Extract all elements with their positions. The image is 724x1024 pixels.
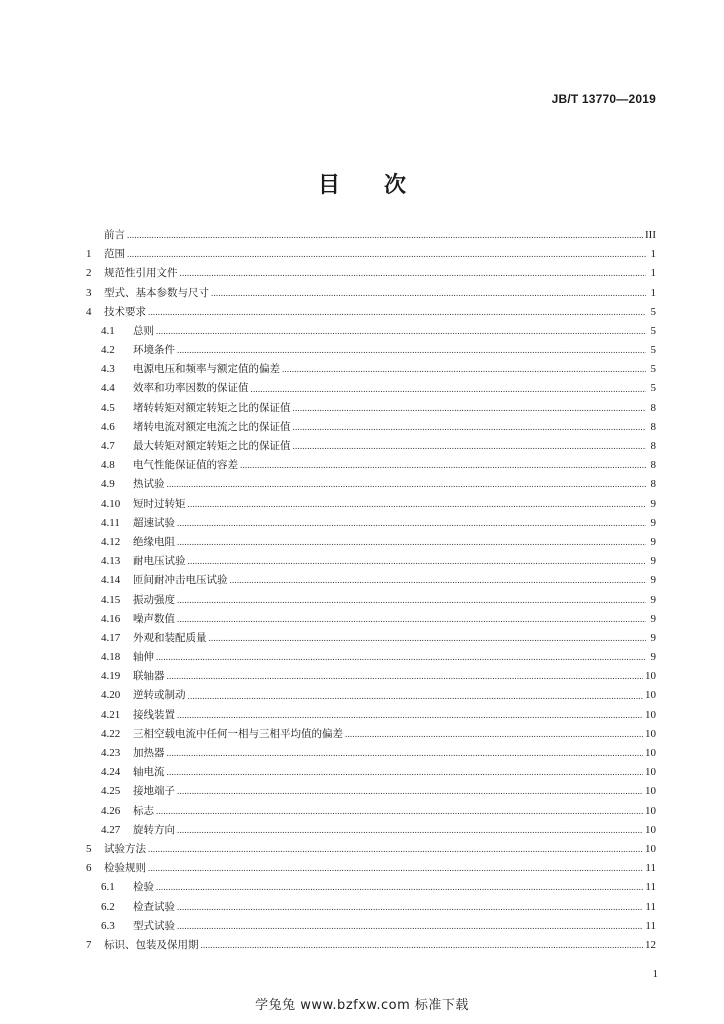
toc-entry-number: 3	[86, 286, 92, 299]
dot-leader	[156, 648, 646, 667]
toc-entry[interactable]	[86, 341, 656, 360]
dot-leader	[201, 936, 644, 955]
toc-title-char-2: 次	[384, 173, 407, 198]
toc-entry-number: 4.24	[101, 766, 121, 779]
toc-entry-number: 7	[86, 938, 92, 951]
toc-entry-page: 10	[645, 766, 656, 779]
dot-leader	[156, 802, 643, 821]
toc-entry-number: 4.13	[101, 555, 121, 568]
dot-leader	[177, 898, 643, 917]
toc-entry-page: 9	[650, 516, 656, 529]
toc-entry-label: 检验规则	[104, 862, 146, 875]
toc-entry-number: 4.11	[101, 516, 120, 529]
toc-entry[interactable]	[86, 591, 656, 610]
dot-leader	[180, 264, 647, 283]
toc-entry-label: 型式、基本参数与尺寸	[104, 286, 209, 299]
toc-entry-label: 逆转或制动	[133, 689, 186, 702]
toc-entry-number: 1	[86, 248, 92, 261]
toc-entry-label: 检验	[133, 881, 154, 894]
dot-leader	[177, 341, 646, 360]
toc-entry[interactable]	[86, 763, 656, 782]
toc-entry-page: 5	[650, 324, 656, 337]
toc-entry-label: 最大转矩对额定转矩之比的保证值	[133, 440, 291, 453]
toc-entry-label: 检查试验	[133, 900, 175, 913]
toc-entry-page: 1	[650, 267, 656, 280]
toc-entry[interactable]	[86, 629, 656, 648]
dot-leader	[167, 744, 644, 763]
toc-entry-label: 热试验	[133, 478, 165, 491]
toc-entry[interactable]	[86, 898, 656, 917]
toc-entry-label: 堵转转矩对额定转矩之比的保证值	[133, 401, 291, 414]
toc-entry[interactable]	[86, 859, 656, 878]
toc-entry[interactable]	[86, 571, 656, 590]
toc-entry[interactable]	[86, 514, 656, 533]
dot-leader	[211, 284, 646, 303]
toc-entry-label: 匝间耐冲击电压试验	[133, 574, 228, 587]
toc-entry-page: 5	[650, 363, 656, 376]
toc-entry-label: 堵转电流对额定电流之比的保证值	[133, 420, 291, 433]
toc-entry[interactable]	[86, 744, 656, 763]
toc-entry-page: 1	[650, 248, 656, 261]
dot-leader	[209, 629, 647, 648]
toc-entry-label: 耐电压试验	[133, 555, 186, 568]
toc-entry[interactable]	[86, 495, 656, 514]
toc-entry-number: 6	[86, 862, 92, 875]
toc-entry-label: 轴伸	[133, 651, 154, 664]
dot-leader	[177, 706, 643, 725]
toc-entry-number: 4.7	[101, 440, 115, 453]
toc-entry-page: 10	[645, 670, 656, 683]
dot-leader	[127, 226, 643, 245]
dot-leader	[177, 821, 643, 840]
dot-leader	[188, 687, 644, 706]
toc-entry-number: 5	[86, 842, 92, 855]
document-code: JB/T 13770—2019	[551, 92, 656, 106]
toc-entry-page: 8	[650, 440, 656, 453]
dot-leader	[240, 456, 646, 475]
toc-title-char-1: 目	[317, 173, 340, 198]
toc-title	[0, 168, 724, 199]
toc-entry-label: 联轴器	[133, 670, 165, 683]
toc-entry-page: 10	[645, 747, 656, 760]
toc-entry-label: 规范性引用文件	[104, 267, 178, 280]
toc-entry[interactable]	[86, 667, 656, 686]
dot-leader	[188, 495, 647, 514]
toc-entry-number: 4.2	[101, 344, 115, 357]
toc-entry[interactable]	[86, 936, 656, 955]
toc-entry-page: 9	[650, 593, 656, 606]
dot-leader	[251, 380, 647, 399]
toc-entry-label: 范围	[104, 248, 125, 261]
toc-entry[interactable]	[86, 245, 656, 264]
toc-entry-page: 9	[650, 535, 656, 548]
toc-entry[interactable]	[86, 840, 656, 859]
dot-leader	[293, 399, 647, 418]
toc-entry-page: 8	[650, 401, 656, 414]
dot-leader	[156, 878, 643, 897]
dot-leader	[345, 725, 643, 744]
toc-entry-label: 技术要求	[104, 305, 146, 318]
toc-entry-page: 10	[645, 804, 656, 817]
toc-entry-number: 4.21	[101, 708, 121, 721]
dot-leader	[177, 514, 646, 533]
toc-entry-number: 6.1	[101, 881, 115, 894]
toc-entry-number: 4.12	[101, 535, 121, 548]
toc-entry-number: 4.26	[101, 804, 121, 817]
toc-entry-label: 电源电压和频率与额定值的偏差	[133, 363, 280, 376]
toc-entry-page: 10	[645, 727, 656, 740]
toc-entry-page: 1	[650, 286, 656, 299]
toc-entry[interactable]	[86, 418, 656, 437]
toc-entry-label: 外观和装配质量	[133, 631, 207, 644]
toc-entry[interactable]	[86, 706, 656, 725]
toc-entry-number: 4.8	[101, 459, 115, 472]
toc-entry-number: 4.6	[101, 420, 115, 433]
toc-entry[interactable]	[86, 360, 656, 379]
dot-leader	[148, 840, 643, 859]
toc-entry[interactable]	[86, 648, 656, 667]
dot-leader	[156, 322, 646, 341]
toc-entry-label: 接线装置	[133, 708, 175, 721]
toc-entry-number: 4.14	[101, 574, 121, 587]
dot-leader	[177, 591, 646, 610]
toc-entry-label: 环境条件	[133, 344, 175, 357]
toc-entry[interactable]	[86, 380, 656, 399]
dot-leader	[167, 763, 644, 782]
toc-entry[interactable]	[86, 878, 656, 897]
toc-entry-number: 4.3	[101, 363, 115, 376]
toc-entry-page: 10	[645, 689, 656, 702]
toc-entry-label: 短时过转矩	[133, 497, 186, 510]
toc-entry-page: 10	[645, 842, 656, 855]
toc-entry-page: 9	[650, 574, 656, 587]
toc-entry-number: 4.22	[101, 727, 121, 740]
toc-entry-page: 11	[645, 919, 656, 932]
toc-entry-page: 11	[645, 862, 656, 875]
watermark-text: 学兔兔 www.bzfxw.com 标准下载	[255, 998, 469, 1013]
toc-entry-page: 10	[645, 823, 656, 836]
toc-entry[interactable]	[86, 533, 656, 552]
dot-leader	[293, 418, 647, 437]
toc-entry[interactable]	[86, 475, 656, 494]
toc-entry-number: 2	[86, 267, 92, 280]
toc-entry-label: 绝缘电阻	[133, 535, 175, 548]
toc-entry-number: 4.10	[101, 497, 121, 510]
toc-entry-number: 4.23	[101, 747, 121, 760]
toc-entry-page: 8	[650, 420, 656, 433]
toc-entry-number: 4.1	[101, 324, 115, 337]
toc-entry-page: 9	[650, 651, 656, 664]
toc-entry-number: 6.3	[101, 919, 115, 932]
dot-leader	[127, 245, 646, 264]
toc-entry[interactable]	[86, 456, 656, 475]
toc-entry-page: 8	[650, 478, 656, 491]
toc-entry-label: 总则	[133, 324, 154, 337]
page-number: 1	[652, 968, 658, 980]
toc-entry-number: 4.18	[101, 651, 121, 664]
toc-entry-page: 5	[650, 382, 656, 395]
toc-entry[interactable]	[86, 226, 656, 245]
toc-entry[interactable]	[86, 782, 656, 801]
toc-entry-label: 接地端子	[133, 785, 175, 798]
dot-leader	[188, 552, 647, 571]
toc-entry-label: 效率和功率因数的保证值	[133, 382, 249, 395]
toc-entry-page: 8	[650, 459, 656, 472]
toc-entry-label: 电气性能保证值的容差	[133, 459, 238, 472]
toc-entry-label: 标识、包装及保用期	[104, 938, 199, 951]
toc-entry-number: 4.17	[101, 631, 121, 644]
toc-entry-page: 12	[645, 938, 656, 951]
toc-entry-number: 4	[86, 305, 92, 318]
toc-entry-page: 11	[645, 881, 656, 894]
dot-leader	[177, 610, 646, 629]
dot-leader	[167, 475, 647, 494]
toc-entry-page: 9	[650, 612, 656, 625]
toc-entry-label: 加热器	[133, 747, 165, 760]
toc-entry-label: 振动强度	[133, 593, 175, 606]
dot-leader	[148, 303, 646, 322]
toc-entry-page: 10	[645, 785, 656, 798]
dot-leader	[167, 667, 644, 686]
toc-entry-number: 4.15	[101, 593, 121, 606]
toc-entry-label: 超速试验	[133, 516, 175, 529]
toc-entry-number: 4.5	[101, 401, 115, 414]
toc-entry[interactable]	[86, 552, 656, 571]
toc-entry-label: 噪声数值	[133, 612, 175, 625]
toc-entry-label: 旋转方向	[133, 823, 175, 836]
dot-leader	[230, 571, 647, 590]
toc-entry-label: 型式试验	[133, 919, 175, 932]
toc-entry-number: 4.25	[101, 785, 121, 798]
toc-entry[interactable]	[86, 802, 656, 821]
toc-entry[interactable]	[86, 821, 656, 840]
toc-entry-page: 9	[650, 631, 656, 644]
toc-entry-page: 5	[650, 305, 656, 318]
toc-entry[interactable]	[86, 725, 656, 744]
toc-entry[interactable]	[86, 284, 656, 303]
dot-leader	[282, 360, 646, 379]
toc-list	[86, 226, 656, 955]
toc-entry-page: 11	[645, 900, 656, 913]
toc-entry-number: 4.16	[101, 612, 121, 625]
toc-entry-page: 10	[645, 708, 656, 721]
toc-entry-number: 6.2	[101, 900, 115, 913]
toc-entry-page: 9	[650, 555, 656, 568]
toc-entry[interactable]	[86, 437, 656, 456]
dot-leader	[177, 533, 646, 552]
toc-entry[interactable]	[86, 610, 656, 629]
toc-entry-label: 三相空载电流中任何一相与三相平均值的偏差	[133, 727, 343, 740]
toc-entry-label: 试验方法	[104, 842, 146, 855]
toc-entry[interactable]	[86, 322, 656, 341]
toc-entry-number: 4.9	[101, 478, 115, 491]
toc-entry-label: 前言	[104, 228, 125, 241]
toc-entry-number: 4.20	[101, 689, 121, 702]
toc-entry-page: 5	[650, 344, 656, 357]
toc-entry[interactable]	[86, 917, 656, 936]
toc-entry-label: 标志	[133, 804, 154, 817]
toc-entry-page: 9	[650, 497, 656, 510]
dot-leader	[177, 782, 643, 801]
toc-entry[interactable]	[86, 687, 656, 706]
toc-entry-page: III	[645, 228, 656, 241]
toc-entry-number: 4.27	[101, 823, 121, 836]
toc-entry-number: 4.4	[101, 382, 115, 395]
dot-leader	[177, 917, 643, 936]
toc-entry[interactable]	[86, 399, 656, 418]
dot-leader	[293, 437, 647, 456]
dot-leader	[148, 859, 643, 878]
toc-entry-label: 轴电流	[133, 766, 165, 779]
toc-entry[interactable]	[86, 303, 656, 322]
toc-entry[interactable]	[86, 264, 656, 283]
toc-entry-number: 4.19	[101, 670, 121, 683]
